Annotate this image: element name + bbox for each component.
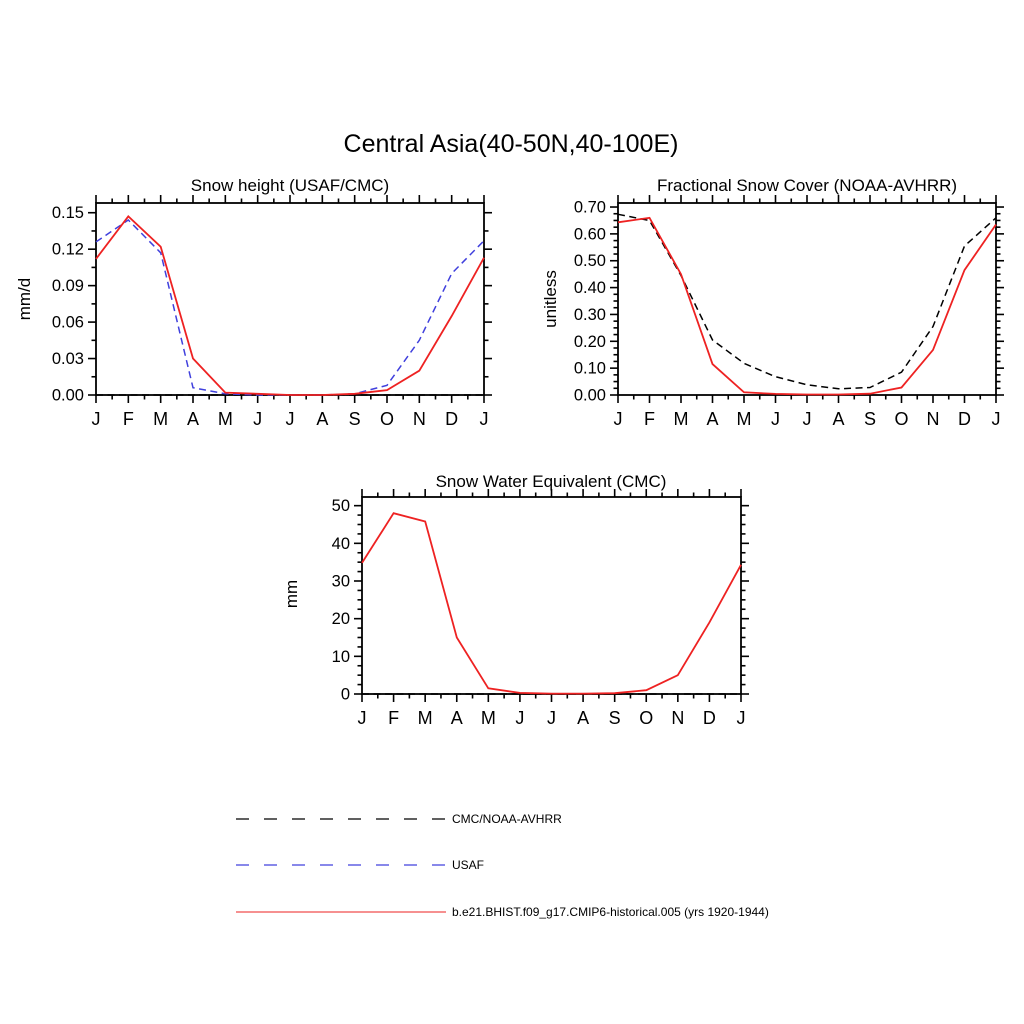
x-tick-label: D xyxy=(445,409,459,429)
y-tick-label: 0 xyxy=(340,685,350,704)
x-tick-label: S xyxy=(348,409,361,429)
y-axis-label-snow-height: mm/d xyxy=(15,277,34,321)
x-tick-label: J xyxy=(613,409,623,429)
y-tick-label: 0.40 xyxy=(573,279,606,298)
x-tick-label: A xyxy=(706,409,719,429)
y-tick-label: 0.09 xyxy=(51,277,84,296)
y-tick-label: 0.20 xyxy=(573,332,606,351)
y-tick-label: 10 xyxy=(331,647,350,666)
series-line xyxy=(362,513,741,693)
x-tick-label: N xyxy=(926,409,940,429)
x-tick-label: O xyxy=(379,409,395,429)
x-tick-label: J xyxy=(991,409,1001,429)
x-tick-label: A xyxy=(832,409,845,429)
x-tick-label: J xyxy=(771,409,780,429)
panel-title-fractional-snow-cover: Fractional Snow Cover (NOAA-AVHRR) xyxy=(656,176,958,195)
x-tick-label: M xyxy=(736,409,752,429)
x-tick-label: A xyxy=(577,708,590,728)
y-tick-label: 0.50 xyxy=(573,252,606,271)
y-tick-label: 0.00 xyxy=(51,386,84,405)
legend-item-usaf xyxy=(236,858,484,872)
axis-ticks xyxy=(88,195,492,403)
x-tick-label: A xyxy=(316,409,329,429)
x-tick-label: J xyxy=(547,708,556,728)
axis-frame xyxy=(96,203,484,395)
axis-frame xyxy=(618,203,996,395)
snow-height-panel xyxy=(15,176,492,429)
y-tick-label: 0.03 xyxy=(51,350,84,369)
x-tick-label: N xyxy=(671,708,685,728)
x-tick-label: J xyxy=(736,708,746,728)
legend-item-cmc-noaa-avhrr xyxy=(236,812,562,826)
x-tick-label: M xyxy=(417,708,433,728)
x-tick-label: J xyxy=(91,409,101,429)
x-tick-label: O xyxy=(639,708,654,728)
x-tick-label: O xyxy=(894,409,909,429)
y-tick-label: 0.06 xyxy=(51,313,84,332)
legend-label-usaf: USAF xyxy=(452,858,485,872)
y-tick-label: 0.15 xyxy=(51,204,84,223)
x-tick-label: D xyxy=(702,708,716,728)
panel-title-snow-water-equivalent: Snow Water Equivalent (CMC) xyxy=(435,472,667,491)
x-tick-label: M xyxy=(673,409,689,429)
x-tick-label: M xyxy=(217,409,233,429)
axis-ticks xyxy=(354,489,749,702)
legend-item-model xyxy=(236,905,769,919)
fractional-snow-cover-panel xyxy=(541,176,1004,429)
x-tick-label: A xyxy=(450,708,463,728)
panel-title-snow-height: Snow height (USAF/CMC) xyxy=(190,176,390,195)
legend xyxy=(236,812,769,919)
snow-water-equivalent-panel xyxy=(282,472,749,728)
plot-area-2 xyxy=(332,489,749,728)
plot-area-1 xyxy=(574,195,1004,429)
y-tick-label: 40 xyxy=(331,534,350,553)
x-tick-label: A xyxy=(186,409,200,429)
series-line xyxy=(618,214,996,388)
y-tick-label: 0.10 xyxy=(573,359,606,378)
y-tick-label: 0.12 xyxy=(51,240,84,259)
x-tick-label: M xyxy=(480,708,496,728)
legend-label-model: b.e21.BHIST.f09_g17.CMIP6-historical.005 (yrs 1920-1944) xyxy=(452,905,769,919)
x-tick-label: N xyxy=(412,409,426,429)
y-tick-label: 30 xyxy=(331,572,350,591)
y-tick-label: 0.60 xyxy=(573,225,606,244)
x-tick-label: S xyxy=(608,708,621,728)
y-tick-label: 0.70 xyxy=(573,198,606,217)
x-tick-label: F xyxy=(388,708,400,728)
x-tick-label: F xyxy=(644,409,655,429)
main-title: Central Asia(40-50N,40-100E) xyxy=(343,130,679,158)
x-tick-label: S xyxy=(863,409,877,429)
series-line xyxy=(618,218,996,395)
legend-label-cmc-noaa-avhrr: CMC/NOAA-AVHRR xyxy=(452,812,562,826)
series-line xyxy=(96,216,484,395)
y-tick-label: 50 xyxy=(331,497,350,516)
x-tick-label: J xyxy=(285,409,295,429)
y-axis-label-fractional-snow-cover: unitless xyxy=(541,270,560,328)
series-line xyxy=(96,220,484,395)
x-tick-label: J xyxy=(802,409,812,429)
y-tick-label: 20 xyxy=(331,610,350,629)
x-tick-label: J xyxy=(357,708,367,728)
x-tick-label: J xyxy=(253,409,263,429)
y-tick-label: 0.30 xyxy=(573,305,606,324)
x-tick-label: F xyxy=(122,409,134,429)
x-tick-label: D xyxy=(958,409,971,429)
x-tick-label: J xyxy=(515,708,525,728)
x-tick-label: J xyxy=(479,409,489,429)
y-tick-label: 0.00 xyxy=(573,386,606,405)
y-axis-label-snow-water-equivalent: mm xyxy=(282,579,301,609)
axis-ticks xyxy=(610,195,1004,403)
x-tick-label: M xyxy=(153,409,169,429)
plot-area-0 xyxy=(52,195,492,429)
